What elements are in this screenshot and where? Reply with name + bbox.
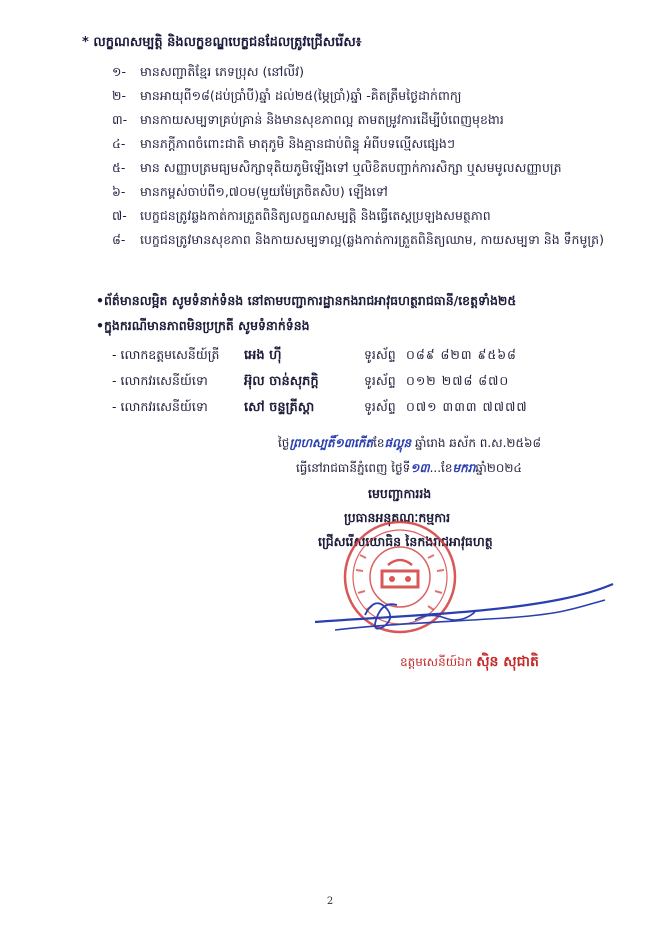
- requirement-item: [112, 84, 632, 108]
- lunar-date-month-prefix: ខែ: [373, 436, 385, 450]
- solar-date-handwritten-day: ១៣: [410, 461, 430, 475]
- signatory-title-line2: ប្រធានអនុគណៈកម្មការ: [344, 510, 451, 525]
- requirement-text: បេក្ខជនត្រូវឆ្លងកាត់ការត្រួតពិនិត្យលក្ខណសម្បត្តិ និងធ្វើតេស្តប្រឡងសមត្ថភាព: [140, 208, 491, 223]
- requirement-text: មានអាយុពី១៨(ដប់ប្រាំបី)ឆ្នាំ ដល់២៥(ម្ភៃប្រាំ)ឆ្នាំ -គិតត្រឹមថ្ងៃដាក់ពាក្យ: [140, 88, 462, 103]
- contact-row: [112, 395, 592, 421]
- solar-date-prefix: ធ្វើនៅរាជធានីភ្នំពេញ ថ្ងៃទី: [296, 461, 411, 475]
- solar-date-month-prefix: ...ខែ: [429, 461, 453, 475]
- requirement-item: [112, 60, 632, 84]
- solar-date-suffix: ឆ្នាំ២០២៤: [475, 461, 522, 475]
- requirement-text: មាន សញ្ញាបត្រមធ្យមសិក្សាទុតិយភូមិឡើងទៅ ឬលិខិតបញ្ជាក់ការសិក្សា ឬសមមូលសញ្ញាបត្រ: [140, 160, 562, 175]
- contact-row: [112, 369, 592, 395]
- info-line-contact: •ក្នុងករណីមានភាពមិនប្រក្រតី សូមទំនាក់ទំនង: [96, 318, 310, 333]
- requirement-number: ២-: [112, 88, 126, 103]
- info-line-details: •ព័ត៌មានលម្អិត សូមទំនាក់ទំនង នៅតាមបញ្ជាការដ្ឋានកងរាជអាវុធហត្ថរាជធានី/ខេត្តទាំង២៥: [96, 293, 517, 308]
- contact-phone: ០១២ ២៧៨ ៨៧០: [406, 372, 510, 388]
- phone-label: ទូរស័ព្ទ: [364, 346, 396, 362]
- signer-rank: ឧត្តមសេនីយ៍ឯក: [400, 655, 473, 669]
- requirement-number: ៧-: [112, 208, 127, 223]
- signer-full-name: ស៊ិន សុជាតិ: [476, 654, 539, 670]
- requirement-text: មានកម្ពស់ចាប់ពី១,៧០ម(មួយម៉ែត្រចិតសិប) ឡើងទៅ: [140, 184, 388, 199]
- signatory-title-line3: ជ្រើសរើសយោធិន នៃកងរាជអាវុធហត្ថ: [318, 534, 493, 549]
- requirement-text: មានកាយសម្បទាគ្រប់គ្រាន់ និងមានសុខភាពល្អ តាមតម្រូវការដើម្បីបំពេញមុខងារ: [140, 112, 504, 127]
- requirement-item: [112, 180, 632, 204]
- requirement-text: មានភក្ដីភាពចំពោះជាតិ មាតុភូមិ និងគ្មានជាប់ពិន្ទុ អំពីបទល្មើសផ្សេងៗ: [140, 136, 456, 151]
- contacts-list: [112, 343, 592, 421]
- requirement-item: [112, 228, 632, 252]
- signatory-title-line1: មេបញ្ជាការរង: [368, 486, 432, 501]
- contact-title: - លោកវរសេនីយ៍ទោ: [112, 372, 208, 388]
- lunar-date-handwritten-day: ព្រហស្បតិ៍១៣កើត: [289, 436, 374, 450]
- contact-name: សៅ ចន្ទត្រីស្តា: [244, 399, 315, 415]
- contact-name: អ៊ុល ចាន់សុភក្តិ: [244, 373, 319, 389]
- requirement-item: [112, 132, 632, 156]
- requirement-number: ៤-: [112, 136, 126, 151]
- signer-name: [400, 652, 539, 673]
- requirement-number: ១-: [112, 64, 126, 79]
- solar-date-handwritten-month: មករា: [452, 461, 476, 475]
- requirement-number: ៥-: [112, 160, 126, 175]
- requirements-heading: * លក្ខណសម្បត្តិ និងលក្ខខណ្ឌបេក្ខជនដែលត្រូវជ្រើសរើស៖: [82, 35, 362, 50]
- requirement-text: បេក្ខជនត្រូវមានសុខភាព និងកាយសម្បទាល្អ(ឆ្លងកាត់ការត្រួតពិនិត្យឈាម, កាយសម្បទា និង ទឹកមូត្រ): [140, 232, 604, 247]
- contact-title: - លោកវរសេនីយ៍ទោ: [112, 398, 208, 414]
- phone-label: ទូរស័ព្ទ: [364, 372, 396, 388]
- requirement-item: [112, 156, 632, 180]
- lunar-date-suffix: ឆ្នាំរោង ឆស័ក ព.ស.២៥៦៨: [411, 436, 541, 450]
- solar-date: [296, 460, 522, 478]
- handwritten-signature: [305, 560, 625, 650]
- lunar-date-prefix: ថ្ងៃ: [278, 436, 290, 450]
- page-number: 2: [326, 896, 334, 907]
- requirement-number: ៦-: [112, 184, 126, 199]
- requirement-number: ៣-: [112, 112, 128, 127]
- requirements-list: [112, 60, 632, 252]
- requirement-item: [112, 108, 632, 132]
- contact-name: អេង ហ៊ី: [244, 347, 282, 363]
- requirement-text: មានសញ្ជាតិខ្មែរ ភេទប្រុស (នៅលីវ): [140, 64, 305, 79]
- requirement-item: [112, 204, 632, 228]
- phone-label: ទូរស័ព្ទ: [364, 398, 396, 414]
- contact-phone: ០៧១ ៣៣៣ ៧៧៧៧: [406, 398, 528, 414]
- contact-title: - លោកឧត្តមសេនីយ៍ត្រី: [112, 346, 220, 362]
- requirement-number: ៨-: [112, 232, 126, 247]
- lunar-date: [278, 435, 541, 453]
- lunar-date-handwritten-month: ផល្គុន: [384, 436, 412, 450]
- contact-phone: ០៨៩ ៨២៣ ៩៥៦៨: [406, 346, 517, 362]
- contact-row: [112, 343, 592, 369]
